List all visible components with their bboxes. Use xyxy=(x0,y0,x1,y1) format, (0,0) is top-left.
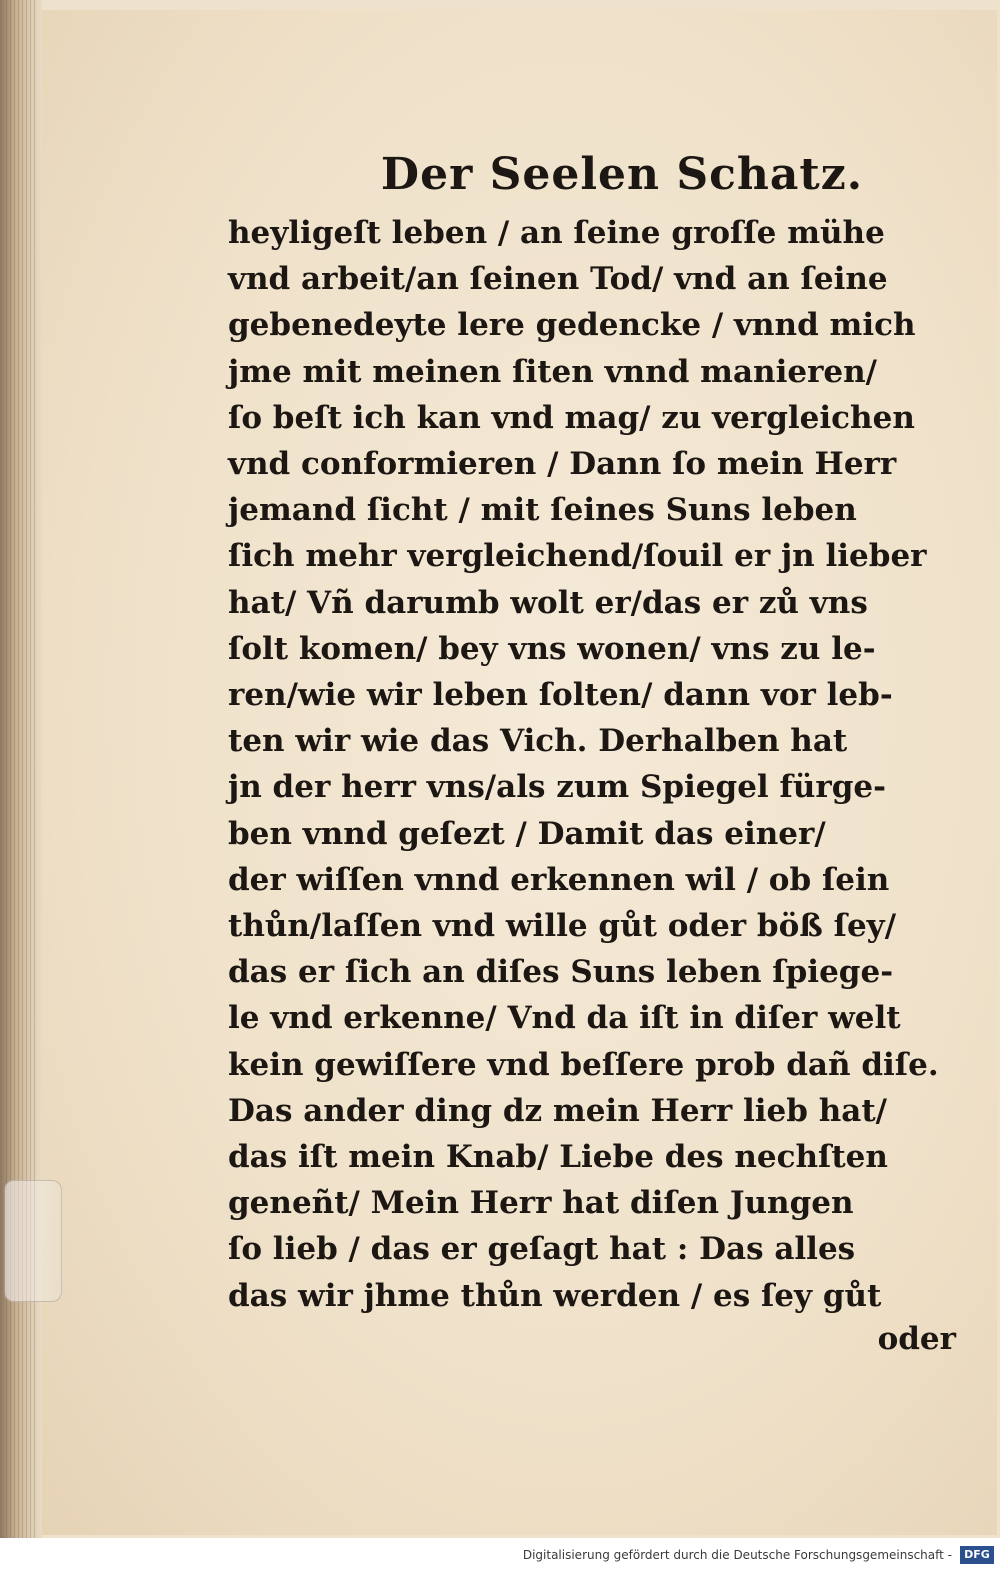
footer-credit: Digitalisierung gefördert durch die Deutsche Forschungsgemeinschaft - xyxy=(522,1548,952,1562)
text-line: das iſt mein Knab/ Liebe des nechſten xyxy=(228,1139,888,1176)
text-line: jn der herr vns/als zum Spiegel fürge- xyxy=(228,769,886,806)
page-clip xyxy=(4,1180,62,1302)
catchword: oder xyxy=(877,1320,956,1357)
text-line: jme mit meinen ſiten vnnd manieren/ xyxy=(228,353,878,390)
text-line: das wir jhme thůn werden / es ſey gůt xyxy=(228,1277,882,1314)
text-line: vnd conformieren / Dann ſo mein Herr xyxy=(228,446,897,483)
text-line: kein gewiſſere vnd beſſere prob dañ diſe. xyxy=(228,1046,939,1083)
text-line: das er ſich an diſes Suns leben ſpiege- xyxy=(228,954,894,991)
text-line: ſo beſt ich kan vnd mag/ zu vergleichen xyxy=(228,399,915,436)
text-line: le vnd erkenne/ Vnd da iſt in diſer welt xyxy=(228,1000,901,1037)
page-text xyxy=(228,140,976,1359)
text-line: ten wir wie das Vich. Derhalben hat xyxy=(228,723,848,760)
text-line: gebenedeyte lere gedencke / vnnd mich xyxy=(228,307,916,344)
text-lines xyxy=(228,210,976,1319)
text-line: jemand ſicht / mit ſeines Suns leben xyxy=(228,492,857,529)
text-line: vnd arbeit/an ſeinen Tod/ vnd an ſeine xyxy=(228,261,888,298)
text-line: der wiſſen vnnd erkennen wil / ob ſein xyxy=(228,861,890,898)
text-line: Das ander ding dz mein Herr lieb hat/ xyxy=(228,1092,888,1129)
text-line: thůn/laſſen vnd wille gůt oder böß ſey/ xyxy=(228,908,897,945)
text-line: ſich mehr vergleichend/ſouil er jn lieber xyxy=(228,538,927,575)
text-line: ſolt komen/ bey vns wonen/ vns zu le- xyxy=(228,630,876,667)
text-line: hat/ Vñ darumb wolt er/das er zů vns xyxy=(228,584,868,621)
footer-bar xyxy=(0,1538,1000,1570)
dfg-logo: DFG xyxy=(960,1546,994,1564)
text-line: ren/wie wir leben ſolten/ dann vor leb- xyxy=(228,677,893,714)
text-line: geneñt/ Mein Herr hat diſen Jungen xyxy=(228,1185,854,1222)
text-line: ben vnnd geſezt / Damit das einer/ xyxy=(228,815,826,852)
book-fore-edge xyxy=(0,0,42,1570)
text-line: ſo lieb / das er geſagt hat : Das alles xyxy=(228,1231,856,1268)
page-edges xyxy=(6,0,36,1570)
text-line: heyligeſt leben / an ſeine groſſe mühe xyxy=(228,215,885,251)
running-head: Der Seelen Schatz. xyxy=(380,149,864,200)
